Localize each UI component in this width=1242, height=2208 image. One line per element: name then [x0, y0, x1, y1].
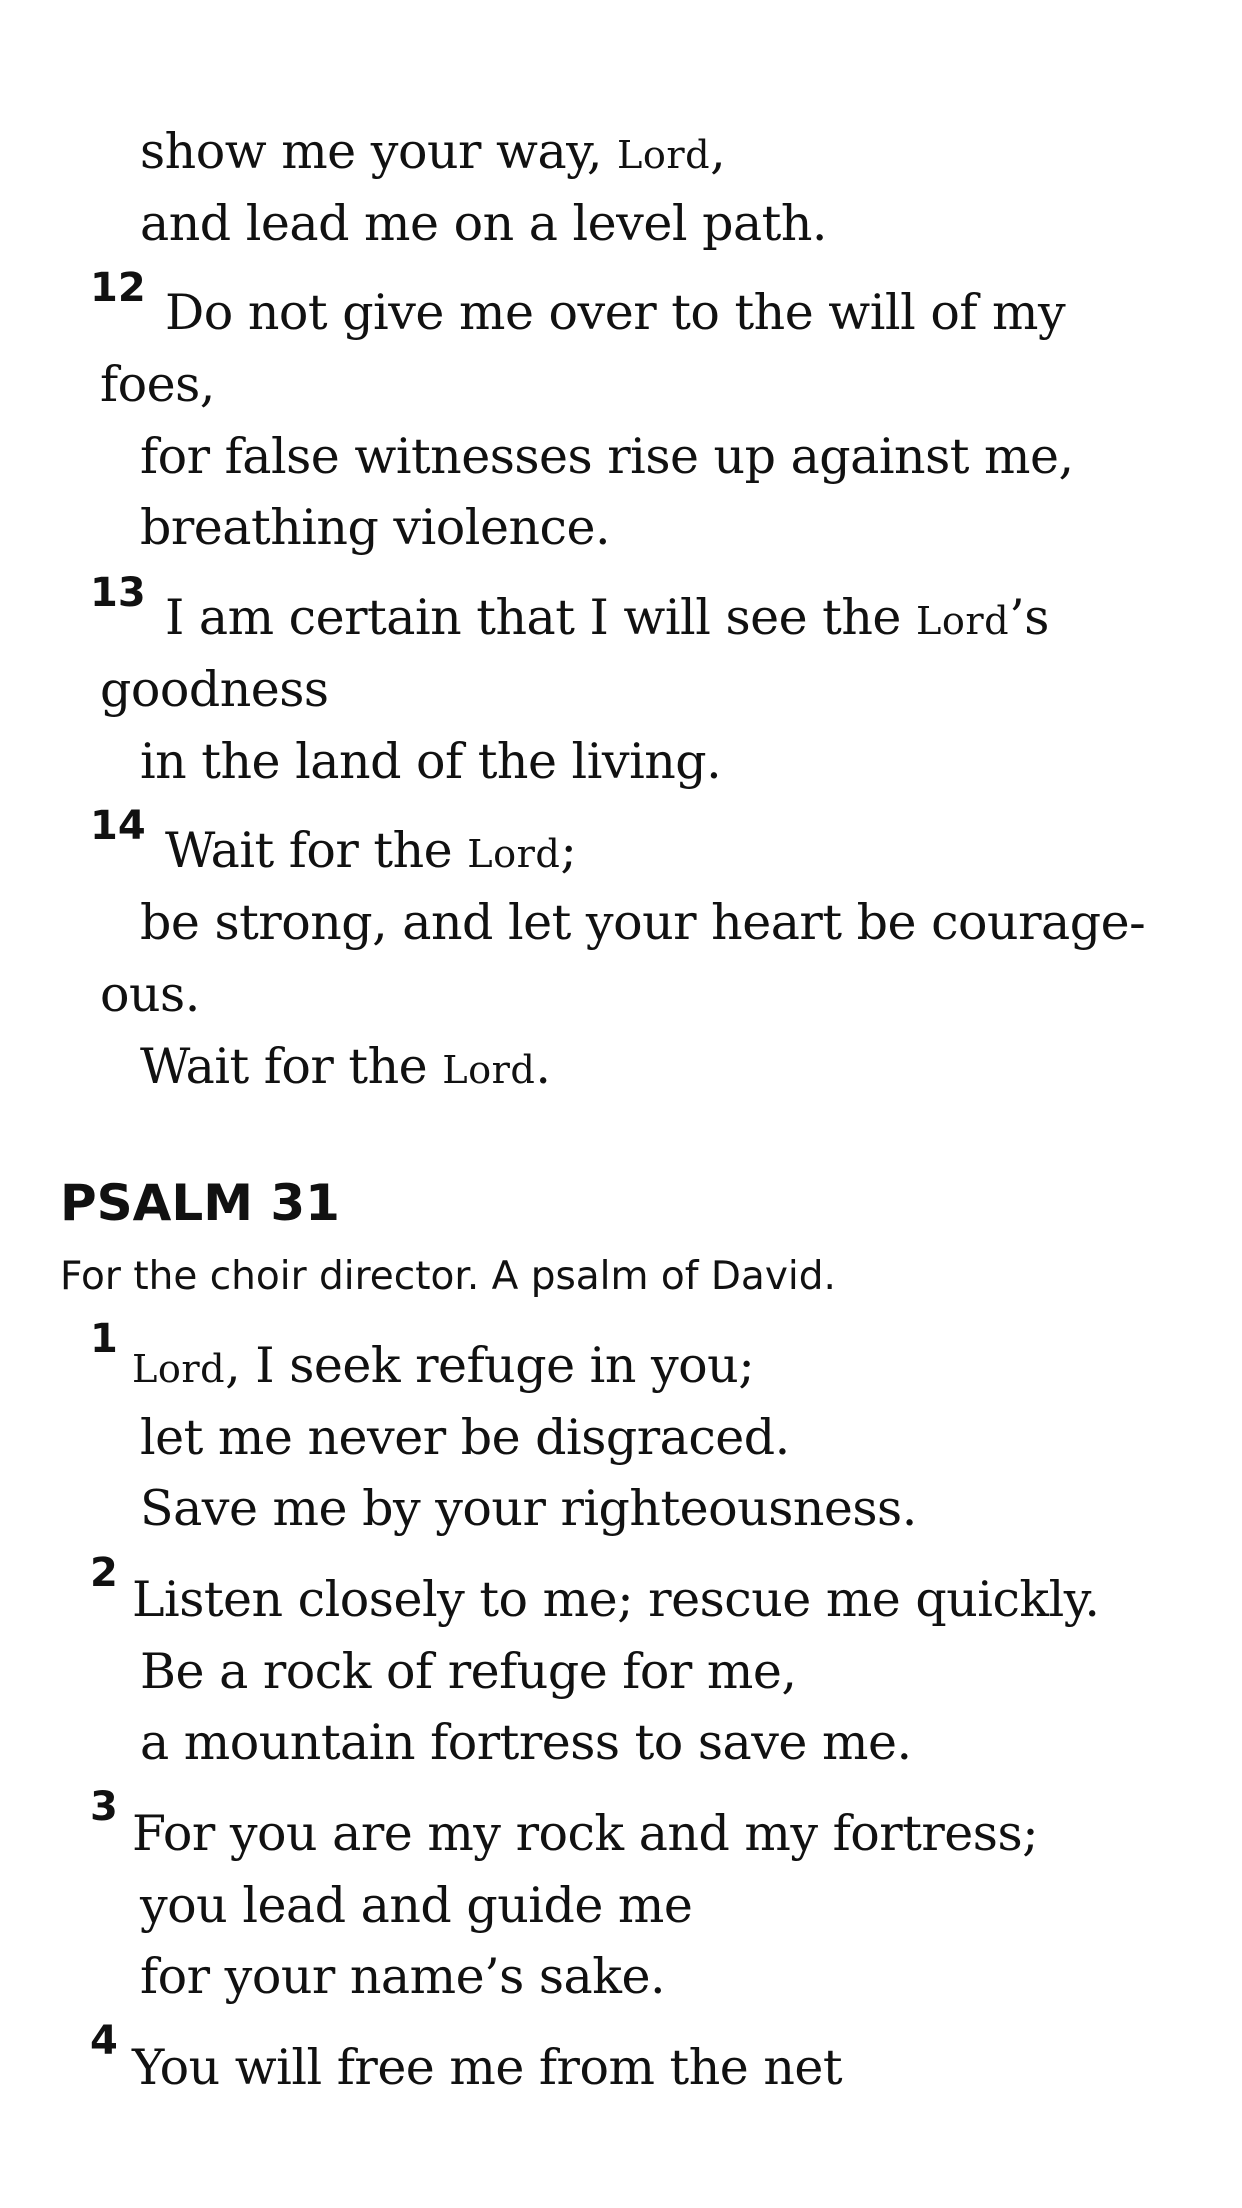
verse-number-2: 2 — [90, 1550, 118, 1596]
verse-number-4: 4 — [90, 2018, 118, 2064]
lord-small-caps: Lord — [916, 600, 1010, 644]
verse-1-line-2: let me never be disgraced. — [140, 1409, 790, 1466]
verse-number-12: 12 — [90, 265, 146, 311]
verse-3-line-1: For you are my rock and my fortress; — [132, 1805, 1039, 1862]
verse-12-line-1: Do not give me over to the will of my — [165, 284, 1066, 341]
verse-number-3: 3 — [90, 1784, 118, 1830]
psalm-heading: PSALM 31 — [60, 1174, 340, 1232]
verse-12-line-3: breathing violence. — [140, 499, 611, 556]
verse-1-line-1: Lord, I seek refuge in you; — [132, 1337, 755, 1394]
verse-3-line-2: you lead and guide me — [140, 1877, 693, 1934]
psalm-superscription: For the choir director. A psalm of David. — [60, 1254, 836, 1299]
verse-13-line-1-cont: goodness — [100, 661, 329, 718]
lord-small-caps: Lord — [132, 1348, 226, 1392]
verse-number-13: 13 — [90, 570, 146, 616]
verse-13-line-2: in the land of the living. — [140, 733, 722, 790]
verse-11-line-2: and lead me on a level path. — [140, 195, 828, 252]
verse-4-line-1: You will free me from the net — [132, 2039, 843, 2096]
verse-2-line-3: a mountain fortress to save me. — [140, 1714, 912, 1771]
verse-14-line-2-cont: ous. — [100, 966, 200, 1023]
verse-14-line-3: Wait for the Lord. — [140, 1038, 551, 1095]
verse-11-line-1: show me your way, Lord, — [140, 123, 726, 180]
verse-number-1: 1 — [90, 1316, 118, 1362]
verse-14-line-2: be strong, and let your heart be courage- — [140, 894, 1146, 951]
verse-13-line-1: I am certain that I will see the Lord’s — [165, 589, 1049, 646]
lord-small-caps: Lord — [442, 1049, 536, 1093]
verse-number-14: 14 — [90, 803, 146, 849]
verse-1-line-3: Save me by your righteousness. — [140, 1480, 917, 1537]
lord-small-caps: Lord — [467, 833, 561, 877]
verse-3-line-3: for your name’s sake. — [140, 1948, 666, 2005]
lord-small-caps: Lord — [616, 134, 711, 178]
verse-2-line-1: Listen closely to me; rescue me quickly. — [132, 1571, 1100, 1628]
verse-12-line-2: for false witnesses rise up against me, — [140, 428, 1074, 485]
verse-12-line-1-cont: foes, — [100, 356, 215, 413]
verse-14-line-1: Wait for the Lord; — [165, 822, 577, 879]
verse-2-line-2: Be a rock of refuge for me, — [140, 1643, 797, 1700]
